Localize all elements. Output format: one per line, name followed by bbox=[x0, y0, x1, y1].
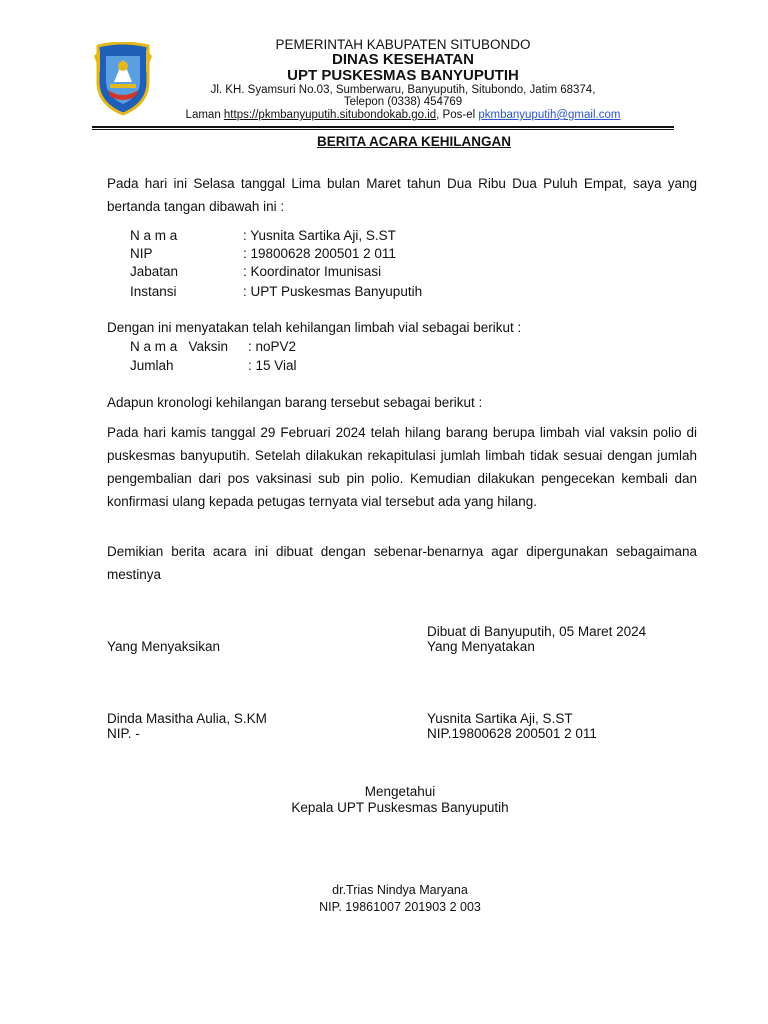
head-name: dr.Trias Nindya Maryana bbox=[332, 883, 468, 897]
identity-value-position: : Koordinator Imunisasi bbox=[243, 264, 382, 279]
chronology-intro: Adapun kronologi kehilangan barang tersebut sebagai berikut : bbox=[107, 395, 483, 410]
header-divider-thin bbox=[92, 129, 674, 130]
place-date: Dibuat di Banyuputih, 05 Maret 2024 bbox=[427, 624, 647, 639]
header-department: DINAS KESEHATAN bbox=[332, 51, 474, 68]
head-role: Kepala UPT Puskesmas Banyuputih bbox=[291, 800, 509, 815]
chronology-paragraph: Pada hari kamis tanggal 29 Februari 2024 telah hilang barang berupa limbah vial vaksin polio di puskesmas banyuputih. Setelah dilakukan rekapitulasi jumlah limbah tidak sesuai dengan jumlah pengembalian dari pos vaksinasi sub pin polio. Kemudian dilakukan pengecekan kembali dan konfirmasi ulang kepada petugas ternyata vial tersebut ada yang hilang. bbox=[107, 425, 697, 509]
header-address: Jl. KH. Syamsuri No.03, Sumberwaru, Banyuputih, Situbondo, Jatim 68374, bbox=[210, 84, 596, 96]
header-web-mid: , Pos-el bbox=[436, 109, 479, 121]
item-label-vaccine: N a m a Vaksin bbox=[130, 339, 229, 354]
intro-paragraph: Pada hari ini Selasa tanggal Lima bulan Maret tahun Dua Ribu Dua Puluh Empat, saya yang bertanda tangan dibawah ini : bbox=[107, 176, 697, 214]
identity-value-nip: : 19800628 200501 2 011 bbox=[243, 246, 396, 261]
statement-text: Dengan ini menyatakan telah kehilangan limbah vial sebagai berikut : bbox=[107, 320, 522, 335]
declarant-role: Yang Menyatakan bbox=[427, 639, 535, 654]
witness-nip: NIP. - bbox=[107, 726, 140, 741]
identity-label-name: N a m a bbox=[130, 228, 178, 243]
header-contact bbox=[160, 109, 646, 121]
item-value-vaccine: : noPV2 bbox=[248, 339, 297, 354]
email-link[interactable]: pkmbanyuputih@gmail.com bbox=[478, 109, 621, 121]
header-divider-thick bbox=[92, 126, 674, 128]
closing-paragraph: Demikian berita acara ini dibuat dengan sebenar-benarnya agar dipergunakan sebagaimana mestinya bbox=[107, 544, 697, 582]
declarant-name: Yusnita Sartika Aji, S.ST bbox=[427, 711, 573, 726]
website-link[interactable]: https://pkmbanyuputih.situbondokab.go.id bbox=[223, 109, 437, 121]
head-nip: NIP. 19861007 201903 2 003 bbox=[319, 900, 481, 914]
witness-role: Yang Menyaksikan bbox=[107, 639, 221, 654]
header-institution: UPT PUSKESMAS BANYUPUTIH bbox=[287, 67, 519, 84]
header-government: PEMERINTAH KABUPATEN SITUBONDO bbox=[275, 37, 531, 52]
item-label-quantity: Jumlah bbox=[130, 358, 174, 373]
acknowledge-label: Mengetahui bbox=[364, 784, 436, 799]
identity-value-agency: : UPT Puskesmas Banyuputih bbox=[243, 284, 423, 299]
situbondo-coat-of-arms-icon bbox=[92, 42, 154, 116]
item-value-quantity: : 15 Vial bbox=[248, 358, 297, 373]
identity-label-position: Jabatan bbox=[130, 264, 179, 279]
document-title: BERITA ACARA KEHILANGAN bbox=[317, 134, 511, 149]
identity-label-nip: NIP bbox=[130, 246, 153, 261]
identity-label-agency: Instansi bbox=[130, 284, 177, 299]
header-web-prefix: Laman bbox=[185, 109, 224, 121]
witness-name: Dinda Masitha Aulia, S.KM bbox=[107, 711, 267, 726]
header-phone: Telepon (0338) 454769 bbox=[343, 96, 463, 108]
declarant-nip: NIP.19800628 200501 2 011 bbox=[427, 726, 597, 741]
identity-value-name: : Yusnita Sartika Aji, S.ST bbox=[243, 228, 396, 243]
